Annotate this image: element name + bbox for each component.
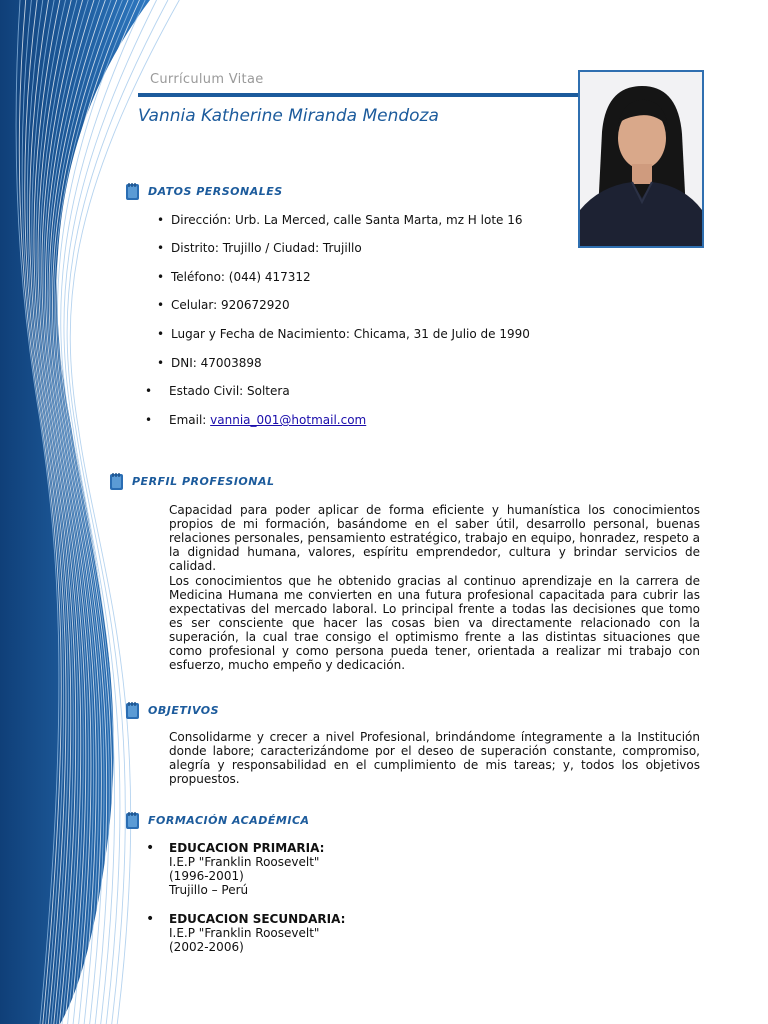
section-title: FORMACIÓN ACADÉMICA: [148, 813, 310, 827]
notepad-icon: [124, 810, 142, 830]
section-title: PERFIL PROFESIONAL: [132, 474, 275, 488]
header-rule: [138, 93, 578, 97]
education-primary: [169, 841, 324, 897]
notepad-icon: [108, 471, 126, 491]
birth-item: • Lugar y Fecha de Nacimiento: Chicama, 31 de Julio de 1990: [157, 327, 530, 341]
section-education: [124, 810, 310, 830]
notepad-icon: [124, 181, 142, 201]
section-title: DATOS PERSONALES: [148, 184, 283, 198]
bullet: •: [146, 840, 155, 856]
notepad-icon: [124, 700, 142, 720]
education-years: (1996-2001): [169, 869, 244, 883]
section-profile: [108, 471, 275, 491]
cv-label: Currículum Vitae: [150, 72, 264, 87]
candidate-name: Vannia Katherine Miranda Mendoza: [138, 106, 439, 126]
address-item: • Dirección: Urb. La Merced, calle Santa Marta, mz H lote 16: [157, 213, 523, 227]
dni-item: • DNI: 47003898: [157, 356, 262, 370]
education-school: I.E.P "Franklin Roosevelt": [169, 926, 320, 940]
email-link[interactable]: vannia_001@hotmail.com: [210, 413, 367, 427]
cell-item: • Celular: 920672920: [157, 298, 290, 312]
education-years: (2002-2006): [169, 940, 244, 954]
profile-paragraph-1: Capacidad para poder aplicar de forma eficiente y humanística los conocimientos propios de mi formación, basándome en el saber útil, desarrollo personal, buenas relaciones personales, pensamiento estratégico, trabajo en equipo, honradez, respeto a la dignidad humana, valores, espíritu emprendedor, cultura y brindar servicios de calidad.: [169, 503, 700, 573]
profile-paragraph-2: Los conocimientos que he obtenido gracias al continuo aprendizaje en la carrera de Medicina Humana me convierten en una futura profesional capacitada para cubrir las expectativas del mercado laboral. Lo principal frente a todas las decisiones que tomo es ser consciente que hacer las cosas bien va directamente relacionado con la superación, la cual trae consigo el optimismo frente a las distintas situaciones que como profesional y como persona pueda tener, orientada a realizar mi trabajo con esfuerzo, mucho empeño y dedicación.: [169, 574, 700, 672]
education-place: Trujillo – Perú: [169, 883, 249, 897]
district-item: • Distrito: Trujillo / Ciudad: Trujillo: [157, 241, 362, 255]
education-school: I.E.P "Franklin Roosevelt": [169, 855, 320, 869]
profile-photo: [578, 70, 704, 248]
civil-item: • Estado Civil: Soltera: [145, 384, 290, 398]
education-secondary: [169, 912, 345, 954]
education-title: EDUCACION PRIMARIA:: [169, 841, 325, 855]
section-title: OBJETIVOS: [148, 703, 220, 717]
objectives-paragraph: Consolidarme y crecer a nivel Profesional, brindándome íntegramente a la Institución donde labore; caracterizándome por el deseo de superación constante, compromiso, alegría y responsabilidad en el cumplimiento de mis tareas; y, todos los objetivos propuestos.: [169, 730, 700, 786]
education-title: EDUCACION SECUNDARIA:: [169, 912, 346, 926]
phone-item: • Teléfono: (044) 417312: [157, 270, 311, 284]
email-item: • Email: vannia_001@hotmail.com: [145, 413, 367, 427]
section-personal: [124, 181, 283, 201]
bullet: •: [146, 911, 155, 927]
section-objectives: [124, 700, 219, 720]
